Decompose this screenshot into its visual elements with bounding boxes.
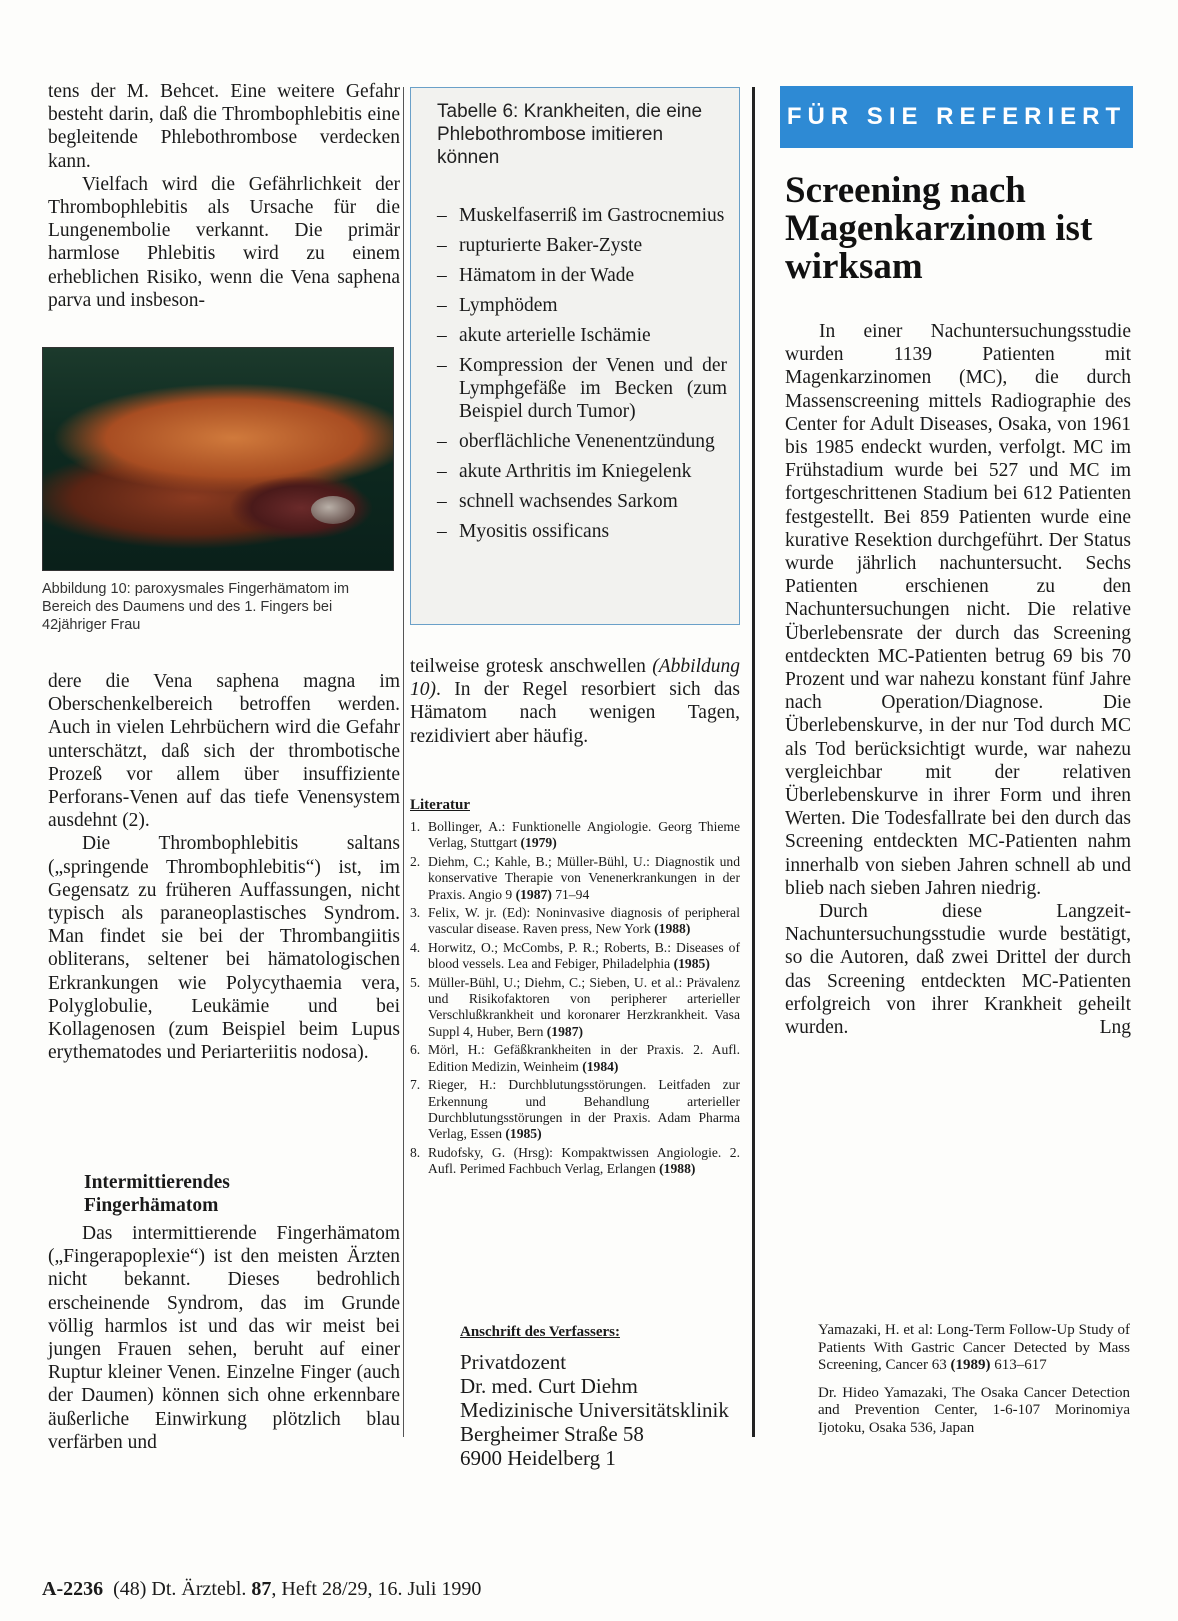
table6-item: – rupturierte Baker-Zyste — [437, 234, 727, 257]
section-heading — [84, 1171, 404, 1217]
text-run: Durch diese Langzeit-Nachuntersuchungsstudie wurde bestätigt, so die Autoren, daß zwei Drittel der durch das Screening entdeckten MC-Patienten erfolgreich von ihrer Krankheit geheilt wurden. — [785, 901, 1131, 1039]
text-run: Yamazaki, H. et al: Long-Term Follow-Up Study of Patients With Gastric Cancer Detected by Mass Screening, Cancer 63 — [818, 1322, 1130, 1374]
table6-box — [410, 87, 740, 625]
column1-bottom-text — [48, 1222, 400, 1454]
literature-item — [410, 905, 740, 938]
column-rule-right — [752, 87, 755, 1437]
paragraph: Die Thrombophlebitis saltans („springende Thrombophlebitis“) ist, im Gegensatz zu früheren Auffassungen, nicht typisch als paraneoplastisches Syndrom. Man findet sie bei der Thrombangiitis obliterans, seltener bei hämatologischen Erkrankungen wie Polycythaemia vera, Polyglobulie, Leukämie und bei Kollagenosen (zum Beispiel beim Lupus erythematodes und Periarteriitis nodosa). — [48, 833, 400, 1064]
table6-item: – oberflächliche Venenentzündung — [437, 430, 727, 453]
literature-text: Rieger, H.: Durchblutungsstörungen. Leitfaden zur Erkennung und Behandlung arterieller Durchblutungsstörungen in der Praxis. Adam Pharma Verlag, Essen — [428, 1077, 740, 1142]
literature-year: (1984) — [582, 1058, 619, 1074]
literature-number: 3. — [410, 905, 421, 921]
address-line: Medizinische Universitätsklinik — [460, 1398, 729, 1422]
address-line: 6900 Heidelberg 1 — [460, 1446, 616, 1470]
literature-item — [410, 940, 740, 973]
table6-title: Tabelle 6: Krankheiten, die eine Phlebothrombose imitieren können — [437, 101, 703, 168]
table6-item: – schnell wachsendes Sarkom — [437, 490, 727, 513]
literature-text: Diehm, C.; Kahle, B.; Müller-Bühl, U.: Diagnostik und konservative Therapie von Venenerkrankungen in der Praxis. Angio 9 — [428, 853, 740, 902]
literature-item — [410, 819, 740, 852]
literature-after: 71–94 — [551, 886, 590, 902]
literature-number: 7. — [410, 1077, 421, 1093]
literature-text: Müller-Bühl, U.; Diehm, C.; Sieben, U. et al.: Prävalenz und Risikofaktoren von peripherer arterieller Verschlußkrankheit und koronarer Herzkrankheit. Vasa Suppl 4, Huber, Bern — [428, 974, 740, 1039]
literature-number: 2. — [410, 853, 421, 869]
address-line: Privatdozent — [460, 1350, 567, 1374]
article-headline: Screening nach Magenkarzinom ist wirksam — [785, 170, 1093, 287]
text-run: . In der Regel resorbiert sich das Hämatom nach wenigen Tagen, rezidiviert aber häufig. — [410, 679, 740, 747]
table6-item: – Hämatom in der Wade — [437, 264, 727, 287]
literature-year: (1987) — [546, 1023, 584, 1039]
literature-number: 4. — [410, 939, 421, 955]
table6-item: – Lymphödem — [437, 294, 727, 317]
page-footer — [42, 1578, 481, 1601]
literature-year: (1985) — [505, 1126, 542, 1142]
section-heading-line: Intermittierendes — [84, 1172, 230, 1193]
footer-issue-rest: , Heft 28/29, 16. Juli 1990 — [271, 1578, 482, 1600]
literature-list — [410, 819, 740, 1180]
literature-text: Rudofsky, G. (Hrsg): Kompaktwissen Angiologie. 2. Aufl. Perimed Fachbuch Verlag, Erlangen — [428, 1144, 740, 1177]
author-address-heading: Anschrift des Verfassers: — [460, 1324, 620, 1340]
reference-citation — [818, 1322, 1130, 1375]
section-heading-line: Fingerhämatom — [84, 1195, 219, 1216]
author-address — [460, 1350, 729, 1470]
paragraph — [785, 900, 1131, 1039]
column1-middle-text — [48, 670, 400, 1064]
article-reference — [818, 1322, 1130, 1448]
text-run: teilweise grotesk anschwellen — [410, 656, 653, 677]
paragraph — [410, 655, 740, 748]
figure-reference: (Abbildung 10) — [410, 656, 740, 701]
paragraph: Vielfach wird die Gefährlichkeit der Thrombophlebitis als Ursache für die Lungenembolie verkannt. Die primär harmlose Phlebitis wird zu einem erheblichen Risiko, wenn die Vena saphena parva und insbeson- — [48, 173, 400, 311]
section-banner — [780, 86, 1133, 148]
address-line: Dr. med. Curt Diehm — [460, 1374, 638, 1398]
literature-number: 5. — [410, 974, 421, 990]
table6-list — [437, 204, 727, 550]
table6-item: – Kompression der Venen und der Lymphgefäße im Becken (zum Beispiel durch Tumor) — [437, 354, 727, 423]
footer-issue: (48) Dt. Ärztebl. — [113, 1578, 252, 1600]
literature-text: Horwitz, O.; McCombs, P. R.; Roberts, B.: Diseases of blood vessels. Lea and Febiger, Philadelphia — [428, 939, 740, 972]
reference-author-address: Dr. Hideo Yamazaki, The Osaka Cancer Detection and Prevention Center, 1-6-107 Morinomiya Ijotoku, Osaka 536, Japan — [818, 1384, 1130, 1436]
page-code: A-2236 — [42, 1578, 104, 1600]
reference-year: (1989) — [950, 1357, 991, 1374]
literature-text: Bollinger, A.: Funktionelle Angiologie. Georg Thieme Verlag, Stuttgart — [428, 819, 740, 851]
literature-number: 8. — [410, 1144, 421, 1160]
text-run: 613–617 — [990, 1357, 1047, 1374]
table6-item: – akute Arthritis im Kniegelenk — [437, 460, 727, 483]
paragraph: In einer Nachuntersuchungsstudie wurden 1139 Patienten mit Magenkarzinomen (MC), die durch Massenscreening mittels Radiographie des Center for Adult Diseases, Osaka, von 1961 bis 1985 endeckt wurden, verfolgt. MC im Frühstadium wurde bei 527 und MC im fortgeschrittenen Stadium bei 612 Patienten festgestellt. Bei 859 Patienten wurde eine kurative Resektion durchgeführt. Der Status wurde jährlich nachuntersucht. Sechs Patienten erschienen zu den Nachuntersuchungen nicht. Die relative Überlebensrate der durch das Screening entdeckten MC-Patienten betrug 69 bis 70 Prozent und war nahezu konstant fünf Jahre nach Operation/Diagnose. Die Überlebenskurve, in der nur Tod durch MC als Tod berücksichtigt wurde, war nahezu vergleichbar mit der relativen Überlebenskurve in ihrer Form und ihren Werten. Die Todesfallrate bei den durch das Screening entdeckten MC-Patienten nahm innerhalb von sieben Jahren schnell ab und blieb nach sieben Jahren niedrig. — [785, 321, 1131, 899]
literature-item — [410, 1145, 740, 1178]
column1-top-text — [48, 80, 400, 312]
figure-finger-hematoma-photo — [42, 347, 394, 571]
literature-number: 6. — [410, 1042, 421, 1058]
literature-year: (1988) — [659, 1161, 696, 1177]
literature-item — [410, 975, 740, 1041]
literature-year: (1979) — [520, 835, 557, 851]
figure-caption: Abbildung 10: paroxysmales Fingerhämatom im Bereich des Daumens und des 1. Fingers bei 42jähriger Frau — [42, 581, 350, 633]
fingernail-shape — [311, 496, 355, 524]
footer-volume: 87 — [251, 1578, 272, 1600]
paragraph: Das intermittierende Fingerhämatom („Fingerapoplexie“) ist den meisten Ärzten nicht bekannt. Dieses bedrohlich erscheinende Syndrom, das im Grunde völlig harmlos ist und das wir meist bei jungen Frauen sehen, beruht auf einer Ruptur kleiner Venen. Einzelne Finger (auch der Daumen) können sich ohne erkennbare äußerliche Einwirkung plötzlich blau verfärben und — [48, 1223, 400, 1453]
literature-heading: Literatur — [410, 797, 470, 813]
paragraph: tens der M. Behcet. Eine weitere Gefahr besteht darin, daß die Thrombophlebitis eine begleitende Phlebothrombose verdecken kann. — [48, 81, 400, 172]
literature-number: 1. — [410, 819, 421, 834]
literature-year: (1987) — [515, 886, 552, 902]
address-line: Bergheimer Straße 58 — [460, 1422, 644, 1446]
literature-text: Felix, W. jr. (Ed): Noninvasive diagnosis of peripheral vascular disease. Raven press, New York — [428, 905, 740, 937]
literature-item — [410, 1042, 740, 1075]
table6-item: – Muskelfaserriß im Gastrocnemius — [437, 204, 727, 227]
column-rule-left — [403, 87, 404, 1437]
literature-item — [410, 1077, 740, 1143]
paragraph: dere die Vena saphena magna im Oberschenkelbereich betroffen werden. Auch in vielen Lehrbüchern wird die Gefahr unterschätzt, daß sich der thrombotische Prozeß vor allem über insuffiziente Perforans-Venen auf das tiefe Venensystem ausdehnt (2). — [48, 671, 400, 832]
author-signature: Lng — [1099, 1017, 1131, 1039]
table6-item: – akute arterielle Ischämie — [437, 324, 727, 347]
literature-text: Mörl, H.: Gefäßkrankheiten in der Praxis. 2. Aufl. Edition Medizin, Weinheim — [428, 1042, 740, 1074]
table6-item: – Myositis ossificans — [437, 520, 727, 543]
literature-year: (1988) — [654, 921, 691, 937]
section-banner-label: FÜR SIE REFERIERT — [786, 103, 1127, 130]
column2-continuation-text — [410, 655, 740, 748]
literature-year: (1985) — [673, 956, 710, 972]
column3-article-text — [785, 320, 1131, 1039]
literature-item — [410, 854, 740, 903]
